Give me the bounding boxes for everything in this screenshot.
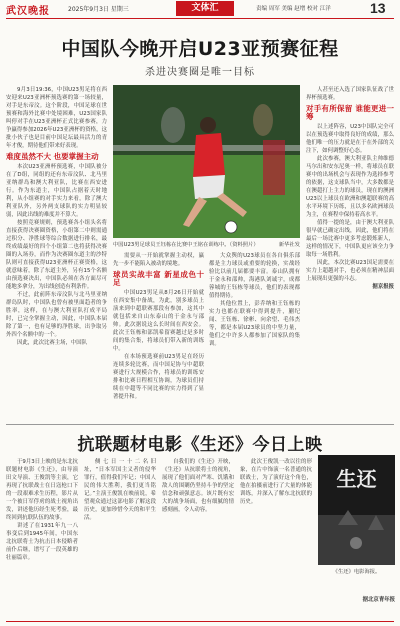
poster-title: 生还 bbox=[336, 467, 377, 491]
story2-column-3 bbox=[162, 458, 234, 514]
paragraph: 需要从一开始就掌握主动权，赢先一步不能陷入被动的境地。 bbox=[113, 253, 204, 267]
story1-column-1 bbox=[6, 86, 107, 347]
paragraph: 因此，此次比赛主场，中国队 bbox=[17, 340, 88, 346]
masthead-rule bbox=[6, 18, 394, 19]
paragraph: 因此，本次比赛U23国足需要在实力上超越对手，也必须在精神层面上展现出更强的斗志。 bbox=[306, 260, 394, 282]
paragraph: 于9月3日上映的是东北抗联题材电影《生还》，由导演田文导演、王俊凯等主演，它再现了抗联战士在日寇枪口下的一段艰难求生历程，影片从一个被日军俘虏的战士视角出发，讲述他历经生死考验，最终回到抗联队伍的故事。 bbox=[6, 459, 78, 521]
story1-column-2 bbox=[113, 252, 204, 401]
masthead bbox=[0, 0, 400, 18]
byline: 据北京青年报 bbox=[362, 597, 395, 603]
paragraph: 以上述阵容，U23中国队完全可以在预选赛中取得良好的成绩，那么他们唯一的压力就是在于在外部的关注下，如何调整好心态。 bbox=[306, 124, 394, 154]
photo-illustration bbox=[113, 85, 300, 238]
paragraph: 此次参赛，澳大利亚队主帅维德马尔出和安东尼奥一样，将球员在联赛中的出场机会与表现作为选择参考的依据，这支球队当中，大多数都是在澳超打上主力的球员，现在的澳洲U23以上球员在欧洲和澳超联赛的高水平环境下历练，且以多名欧洲球员为主，在赛程中保持着高水平。 bbox=[306, 156, 394, 218]
byline: 据京报报 bbox=[372, 284, 394, 290]
paragraph: 侧七日一十二名旧址，“日本军国主义者的侵华罪行，值得我们牢记；中国人民的伟大胜利，我们更当铭记。”主演王俊凯在映前说，希望观众通过这部电影了解这段历史，更加珍惜今天的和平生活。 bbox=[84, 459, 156, 521]
story-divider bbox=[6, 424, 394, 425]
dateline: 2025年9月3日 星期三 bbox=[68, 6, 129, 13]
paragraph: 本次U23亚洲杯预选赛，中国队被分在了D组，同组的还有东帝汶队、北马里亚纳群岛和澳大利亚队，比赛在西安进行。作为东道主，中国队占据着天时地利，从小组赛的对手实力来看，除了澳大利亚队外，另外两支球队的实力明显较弱，因此出线的难度并不算大。 bbox=[6, 164, 107, 218]
story2-column-2 bbox=[84, 458, 156, 522]
paragraph: 不过，此前阵东帝汶队与北马里亚纳群岛队时，中国队也曾有被里面趋者的争胜率，这样，在与澳大利亚队打成平局时，已完全掌握主动，因此，中国队本届除了第一，也有足够的净胜球，出争取另外四个名额中的一个。 bbox=[6, 292, 107, 338]
story1-column-4 bbox=[306, 86, 394, 291]
story2-column-4 bbox=[240, 458, 312, 506]
soccer-photo bbox=[113, 85, 300, 238]
photo-caption bbox=[113, 240, 300, 248]
paragraph: 值得一提的是，由于澳大利亚队很早就已确定出线，因此，他们将在最后一场比赛中更多考虑锻炼新人，这样的情况下，中国队更应该全力争取每一场胜利。 bbox=[306, 220, 394, 258]
story1-column-3 bbox=[209, 252, 300, 348]
section-banner: 文体汇 bbox=[176, 1, 234, 16]
paragraph: 大众舆的U23球员在各自俱乐部都是主力球员或重要的轮换，实战经验比以前几届都要丰富。泰山队拥有于金永和邵帅，海港队刘诚宇，成都蓉城的王钰栋等球员，他们的表现都值得期待。 bbox=[209, 253, 300, 299]
paragraph: 在本场预选赛前U23男足在经历连续多轮比赛，而中国足协与中超联赛进行大规模合作，将球员的训练安排和比赛日程相互协调，为球员们持续在中超等不同比赛的实力得到了显著提升和。 bbox=[113, 354, 204, 400]
paragraph: 中国U23男足从8月26日开始就在西安集中备战，为此，别多球员上演来到中超联赛那段有参加，这其中就包括来自山东泰山的于金永与邵帅。此次据说这么长时间在西安会。此次王钰栋和部凯希留赛越过是多时间的集合集，将球员们带入新的训练中。 bbox=[113, 290, 204, 352]
main-subheadline: 杀进决赛圈是唯一目标 bbox=[145, 67, 255, 78]
paragraph: 人甚至还入选了国家队征战了世界杯预选赛。 bbox=[306, 87, 394, 101]
main-headline: 中国队今晚开启U23亚预赛征程 bbox=[61, 38, 339, 60]
paragraph: 按照竞赛规则，预选赛各小组头名将直接获得决赛圈资格，小组第二中则需通过积分、净胜球等综合数据进行排名，最终成绩最好的四个小组第二也将获得决赛圈的入场券，而作为决赛圈东道主的沙特队则可直接获得U23亚洲杯正赛资格，这就意味着，除了东道主外，另有15个名额由预选赛决出，中国队必须在各方面尽可能地多拿分，为出线创造有利条件。 bbox=[6, 220, 107, 290]
section-subhead: 球员实战丰富 新星成色十足 bbox=[113, 270, 204, 287]
editor-credits: 责编 周军 美编 赵增 校对 江洋 bbox=[256, 6, 331, 12]
paragraph: 讲述了在1931年九一八事变后到1945年间，中国东北抗联将士为抗击日本侵略者前仆后继，谱写了一段英雄的壮丽篇章。 bbox=[6, 523, 78, 561]
section-subhead: 对手有所保留 谁能更进一筹 bbox=[306, 104, 394, 121]
paragraph: 自我们的《生还》开映，《生还》从抗联将士的视角，展现了他们面对严寒、饥饿和敌人的围剿仍坚持斗争的坚定信念和顽强意志。该片既有宏大的战争场面，也有细腻的情感刻画，令人动容。 bbox=[162, 459, 234, 513]
page-number: 13 bbox=[370, 0, 386, 16]
caption-text: 中国U23男足球员王钰栋在比赛中王铭在训练中。（资料照片） bbox=[113, 242, 259, 248]
paragraph: 9月3日19:36，中国U23男足将在西安迎来U23亚洲杯预选赛的第一场较量，对手是东帝汶。这个阶段，中国足球在世预赛和海外比赛中处境困难，U23国家队叫停对手在U23亚洲杯正式比赛参赛，力争赢得参加2026年U23亚洲杯的资格，这批小伙子也是目前中国足坛最具活力的青年才俊，期待他们带来好表现。 bbox=[6, 87, 107, 149]
paragraph: 其他位置上，彭乔纳和王钰栋的实力也都在联赛中得到提升，蒯纪闻、王钰栋、徐彬、向余望、毛伟杰等，都是本届U23球员的中坚力量，他们之中许多人都参加了国家队的集训。 bbox=[209, 301, 300, 347]
paragraph: 此次王俊凯一改以往的形象，在片中饰演一名普通的抗联战士，为了演好这个角色，他在拍摄前进行了大量的体能训练，并深入了解东北抗联的历史。 bbox=[240, 459, 312, 505]
photo-credit: 新华社发 bbox=[278, 242, 300, 248]
bottom-rule bbox=[6, 621, 394, 622]
movie-poster bbox=[318, 455, 395, 565]
section-subhead: 难度虽然不大 也要掌握主动 bbox=[6, 152, 99, 161]
newspaper-logo: 武汉晚报 bbox=[6, 6, 50, 17]
story2-column-1 bbox=[6, 458, 78, 562]
second-headline: 抗联题材电影《生还》今日上映 bbox=[77, 435, 323, 455]
poster-caption: 《生还》电影海报。 bbox=[332, 569, 381, 575]
